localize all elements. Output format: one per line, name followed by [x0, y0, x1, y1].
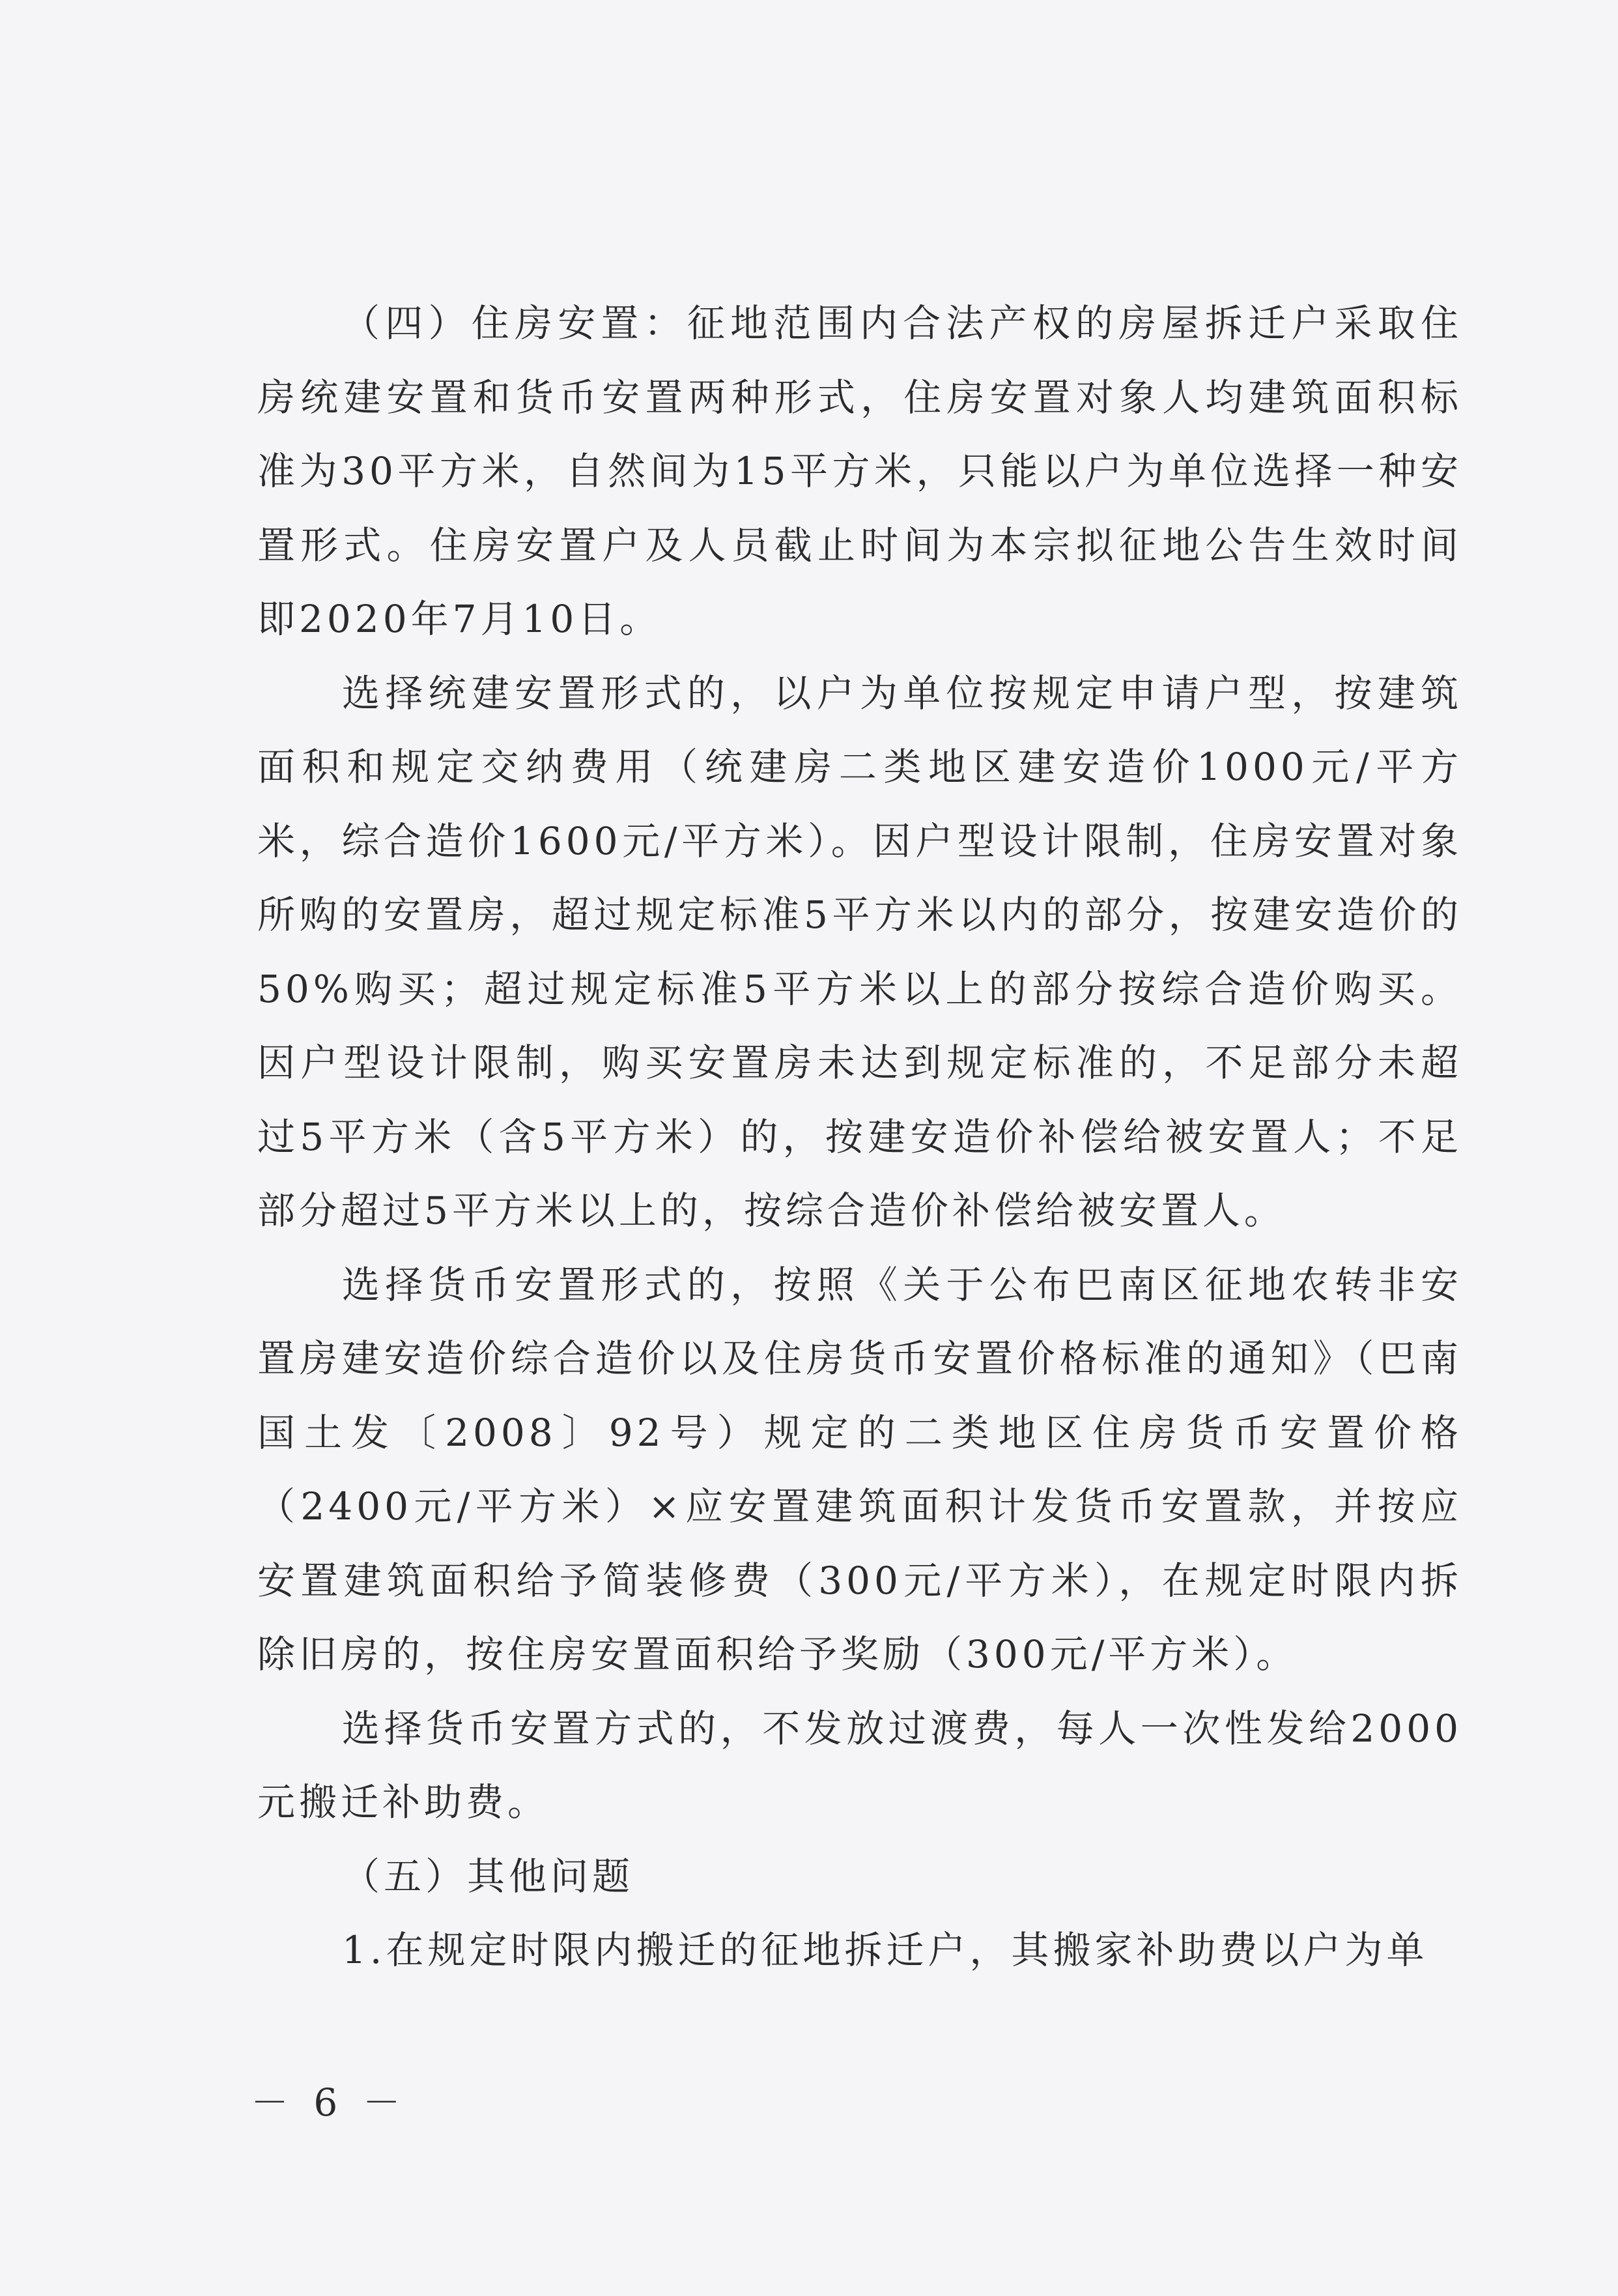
document-body: [257, 287, 1462, 1988]
paragraph-housing-resettlement: （四）住房安置：征地范围内合法产权的房屋拆迁户采取住房统建安置和货币安置两种形式，住房安置对象人均建筑面积标准为30平方米，自然间为15平方米，只能以户为单位选择一种安置形式。住房安置户及人员截止时间为本宗拟征地公告生效时间即2020年7月10日。: [257, 301, 1462, 641]
paragraph-item-1: 1.在规定时限内搬迁的征地拆迁户，其搬家补助费以户为单: [342, 1928, 1428, 1972]
paragraph-monetary-subsidy: 选择货币安置方式的，不发放过渡费，每人一次性发给2000元搬迁补助费。: [257, 1706, 1462, 1824]
section-heading-other-issues: （五）其他问题: [342, 1854, 634, 1899]
paragraph-unified-construction: 选择统建安置形式的，以户为单位按规定申请户型，按建筑面积和规定交纳费用（统建房二类地区建安造价1000元/平方米，综合造价1600元/平方米）。因户型设计限制，住房安置对象所购的安置房，超过规定标准5平方米以内的部分，按建安造价的50%购买；超过规定标准5平方米以上的部分按综合造价购买。因户型设计限制，购买安置房未达到规定标准的，不足部分未超过5平方米（含5平方米）的，按建安造价补偿给被安置人；不足部分超过5平方米以上的，按综合造价补偿给被安置人。: [257, 670, 1462, 1233]
page-number: － 6 －: [251, 2080, 407, 2125]
paragraph-monetary-resettlement: 选择货币安置形式的，按照《关于公布巴南区征地农转非安置房建安造价综合造价以及住房货币安置价格标准的通知》（巴南国土发〔2008〕92号）规定的二类地区住房货币安置价格（2400元/平方米）×应安置建筑面积计发货币安置款，并按应安置建筑面积给予简装修费（300元/平方米），在规定时限内拆除旧房的，按住房安置面积给予奖励（300元/平方米）。: [257, 1262, 1462, 1676]
